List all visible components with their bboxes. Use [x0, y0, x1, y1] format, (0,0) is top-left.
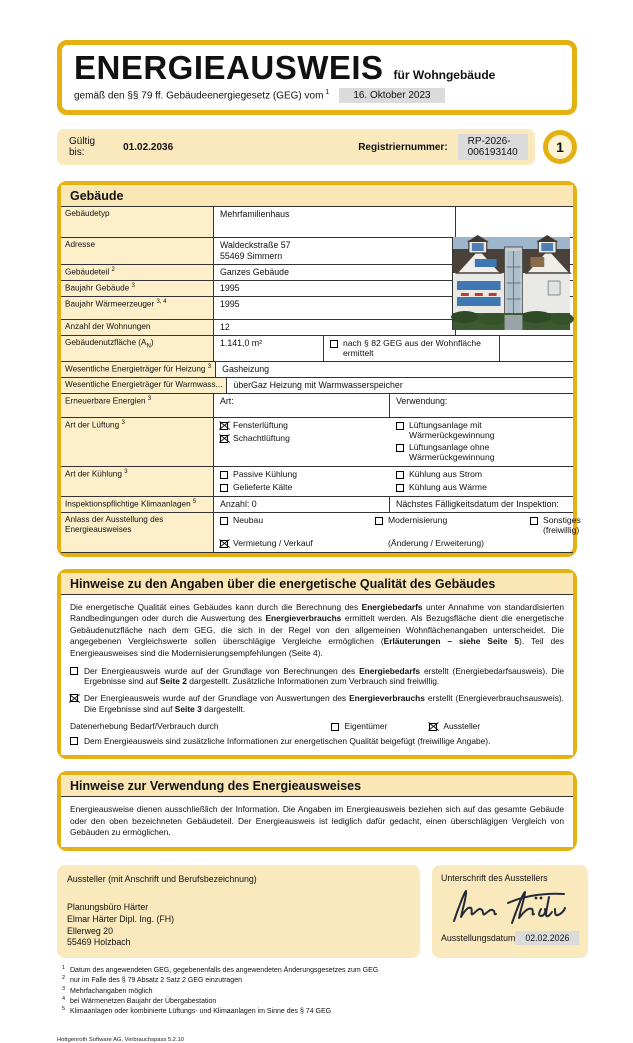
row-value: Gasheizung: [222, 363, 270, 374]
checkbox-modernisierung: [375, 517, 383, 525]
issuer-title: Aussteller (mit Anschrift und Berufsbezeichnung): [67, 873, 257, 884]
issue-date-label: Ausstellungsdatum: [441, 932, 516, 943]
row-label: Art der Kühlung $^3$: [61, 467, 214, 496]
checkbox-energiebedarf: [70, 667, 78, 675]
issuer-line: Ellerweg 20: [67, 925, 113, 936]
usage-text: Energieausweise dienen ausschließlich der Information. Die Angaben im Energieausweis beziehen sich auf das gesamte Gebäude oder den oben bezeichneten Gebäudeteil. Der Energieausweis ist lediglich dafür gedacht, einen überschlägigen Vergleich von Gebäuden zu ermöglichen.: [70, 804, 564, 838]
issue-date-value: 02.02.2026: [515, 931, 579, 945]
nutzflaeche-checkbox-cell: nach § 82 GEG aus der Wohnfläche ermittelt: [324, 336, 500, 361]
page-title: ENERGIEAUSWEIS: [74, 49, 384, 86]
checkbox-vermietung-verkauf: [220, 540, 228, 548]
klimaanlagen-anzahl: Anzahl: 0: [214, 497, 390, 512]
validity-bar: [57, 129, 535, 165]
row-value: Waldeckstraße 57 55469 Simmern: [214, 238, 456, 264]
row-value: Ganzes Gebäude: [214, 265, 456, 280]
signature-image: [448, 885, 572, 929]
row-value: 1995: [214, 281, 456, 296]
building-photo: [452, 237, 570, 330]
row-art-der-lueftung: Art der Lüftung $^3$ Fensterlüftung Schachtlüftung Lüftungsanlage mit Wärmerückgewinnung Lüftungsanlage ohne Wärmerückgewinnung: [61, 418, 573, 468]
row-label: Erneuerbare Energien $^3$: [61, 394, 214, 417]
law-line: gemäß den §§ 79 ff. Gebäudeenergiegesetz (GEG) vom $^1$: [74, 89, 330, 102]
row-label: Gebäudeteil $^2$: [61, 265, 214, 280]
quality-section-title: Hinweise zu den Angaben über die energetische Qualität des Gebäudes: [61, 573, 573, 595]
row-label: Gebäudenutzfläche $(A_N)$: [61, 336, 214, 361]
signature-title: Unterschrift des Ausstellers: [441, 872, 548, 883]
row-label: Baujahr Gebäude $^3$: [61, 281, 214, 296]
signature-box: [432, 865, 588, 958]
software-footer: Hottgenroth Software AG, Verbrauchspass 5.2.10: [57, 1036, 184, 1043]
quality-intro: Die energetische Qualität eines Gebäudes kann durch die Berechnung des Energiebedarfs unter Annahme von standardisierten Randbedingungen oder durch die Auswertung des Energieverbrauchs ermittelt werden. Als Bezugsfläche dient die energetische Gebäudenutzfläche nach dem GEG, die sich in der Regel von den allgemeinen Wohnflächenangaben unterscheidet. Die angegebenen Vergleichswerte sollen überschlägige Vergleiche ermöglichen (Erläuterungen – siehe Seite 5). Teil des Energieausweises sind die Modernisierungsempfehlungen (Seite 4).: [70, 601, 564, 658]
row-value: 12: [214, 320, 456, 335]
checkbox-lueftungsanlage-ohne-wrg: [396, 444, 404, 452]
checkbox-kuehlung-aus-waerme: [396, 484, 404, 492]
row-anlass: Anlass der Ausstellung des Energieausweises Neubau Modernisierung Sonstiges (freiwillig) Vermietung / Verkauf (Änderung / Erweiterung): [61, 513, 573, 553]
row-label: Gebäudetyp: [61, 207, 214, 237]
building-section-title: Gebäude: [61, 185, 573, 207]
row-label: Inspektionspflichtige Klimaanlagen $^5$: [61, 497, 214, 512]
row-label: Wesentliche Energieträger für Heizung $^3$: [61, 362, 216, 377]
issuer-line: Planungsbüro Härter: [67, 901, 149, 912]
row-label: Wesentliche Energieträger für Warmwass...: [61, 378, 227, 393]
row-value: 1.141,0 m²: [214, 336, 324, 361]
checkbox-neubau: [220, 517, 228, 525]
row-value: überGaz Heizung mit Warmwasserspeicher: [233, 379, 403, 390]
checkbox-wohnflaeche-ermittelt: [330, 340, 338, 348]
checkbox-passive-kuehlung: [220, 471, 228, 479]
issuer-line: 55469 Holzbach: [67, 937, 131, 948]
row-art-der-kuehlung: Art der Kühlung $^3$ Passive Kühlung Gelieferte Kälte Kühlung aus Strom Kühlung aus Wärme: [61, 467, 573, 497]
checkbox-schachtlueftung: [220, 435, 228, 443]
row-value: Mehrfamilienhaus: [214, 207, 456, 237]
quality-section: Hinweise zu den Angaben über die energetische Qualität des Gebäudes Die energetische Qualität eines Gebäudes kann durch die Berechnung des Energiebedarfs unter Annahme von standardisierten Randbedingungen oder durch die Auswertung des Energieverbrauchs ermittelt werden. Als Bezugsfläche dient die energetische Gebäudenutzfläche nach dem GEG, die sich in der Regel von den allgemeinen Wohnflächenangaben unterscheidet. Die angegebenen Vergleichswerte sollen überschlägige Vergleiche ermöglichen (Erläuterungen – siehe Seite 5). Teil des Energieausweises sind die Modernisierungsempfehlungen (Seite 4). Der Energieausweis wurde auf der Grundlage von Berechnungen des Energiebedarfs erstellt (Energiebedarfsausweis). Die Ergebnisse sind auf Seite 2 dargestellt. Zusätzliche Informationen zum Verbrauch sind freiwillig. Der Energieausweis wurde auf der Grundlage von Auswertungen des Energieverbrauchs erstellt (Energieverbrauchsausweis). Die Ergebnisse sind auf Seite 3 dargestellt. Datenerhebung Bedarf/Verbrauch durch Eigentümer Aussteller Dem Energieausweis sind zusätzliche Informationen zur energetischen Qualität beigefügt (freiwillige Angabe).: [57, 569, 577, 760]
building-section: [57, 181, 581, 557]
usage-section: [57, 771, 577, 851]
page-number-badge: 1: [543, 130, 577, 164]
row-label: Anlass der Ausstellung des Energieausweises: [61, 513, 214, 552]
modernisierung-note: (Änderung / Erweiterung): [388, 537, 485, 548]
registry-number-value: RP-2026-006193140: [458, 134, 528, 160]
checkbox-eigentuemer: [331, 723, 339, 731]
row-value: 1995: [214, 297, 456, 319]
datenerhebung-row: Datenerhebung Bedarf/Verbrauch durch Eigentümer Aussteller: [70, 721, 481, 732]
valid-until-date: 01.02.2036: [123, 141, 174, 153]
row-energietraeger-warmwasser: [61, 378, 573, 394]
row-energietraeger-heizung: [61, 362, 573, 378]
issuer-line: Elmar Härter Dipl. Ing. (FH): [67, 913, 175, 924]
registry-number-label: Registriernummer:: [358, 141, 448, 153]
checkbox-aussteller: [429, 723, 437, 731]
checkbox-zusatzinformationen: [70, 737, 78, 745]
law-date-box: 16. Oktober 2023: [339, 88, 444, 103]
erneuerbare-verwendung-cell: Verwendung:: [396, 395, 448, 406]
row-gebaeudetyp: [61, 207, 573, 238]
row-label: Adresse: [61, 238, 214, 264]
law-footnote-marker: 1: [325, 89, 330, 97]
row-erneuerbare-energien: [61, 394, 573, 418]
checkbox-sonstiges: [530, 517, 538, 525]
checkbox-fensterlueftung: [220, 422, 228, 430]
row-nutzflaeche: [61, 336, 573, 362]
page-subtitle: für Wohngebäude: [393, 68, 496, 82]
row-label: Baujahr Wärmeerzeuger $^{3, 4}$: [61, 297, 214, 319]
checkbox-lueftungsanlage-mit-wrg: [396, 422, 404, 430]
usage-section-title: Hinweise zur Verwendung des Energieausweises: [61, 775, 573, 797]
checkbox-gelieferte-kaelte: [220, 484, 228, 492]
row-label: Art der Lüftung $^3$: [61, 418, 214, 467]
valid-until-label: Gültig bis:: [69, 136, 96, 158]
issuer-box: [57, 865, 420, 958]
row-label: Anzahl der Wohnungen: [61, 320, 214, 335]
row-klimaanlagen: [61, 497, 573, 513]
checkbox-energieverbrauch: [70, 694, 78, 702]
checkbox-kuehlung-aus-strom: [396, 471, 404, 479]
klimaanlagen-faelligkeit: Nächstes Fälligkeitsdatum der Inspektion:: [396, 498, 559, 509]
footnotes: 1 Datum des angewendeten GEG, gegebenenfalls des angewendeten Änderungsgesetzes zum GEG 2 nur im Falle des § 79 Absatz 2 Satz 2 GEG einzutragen 3 Mehrfachangaben möglich 4 bei Wärmenetzen Baujahr der Übergabestation 5 Klimaanlagen oder kombinierte Lüftungs- und Klimaanlagen im Sinne des § 74 GEG: [61, 965, 379, 1015]
erneuerbare-art-cell: Art:: [214, 394, 390, 417]
header-box: [57, 40, 577, 115]
